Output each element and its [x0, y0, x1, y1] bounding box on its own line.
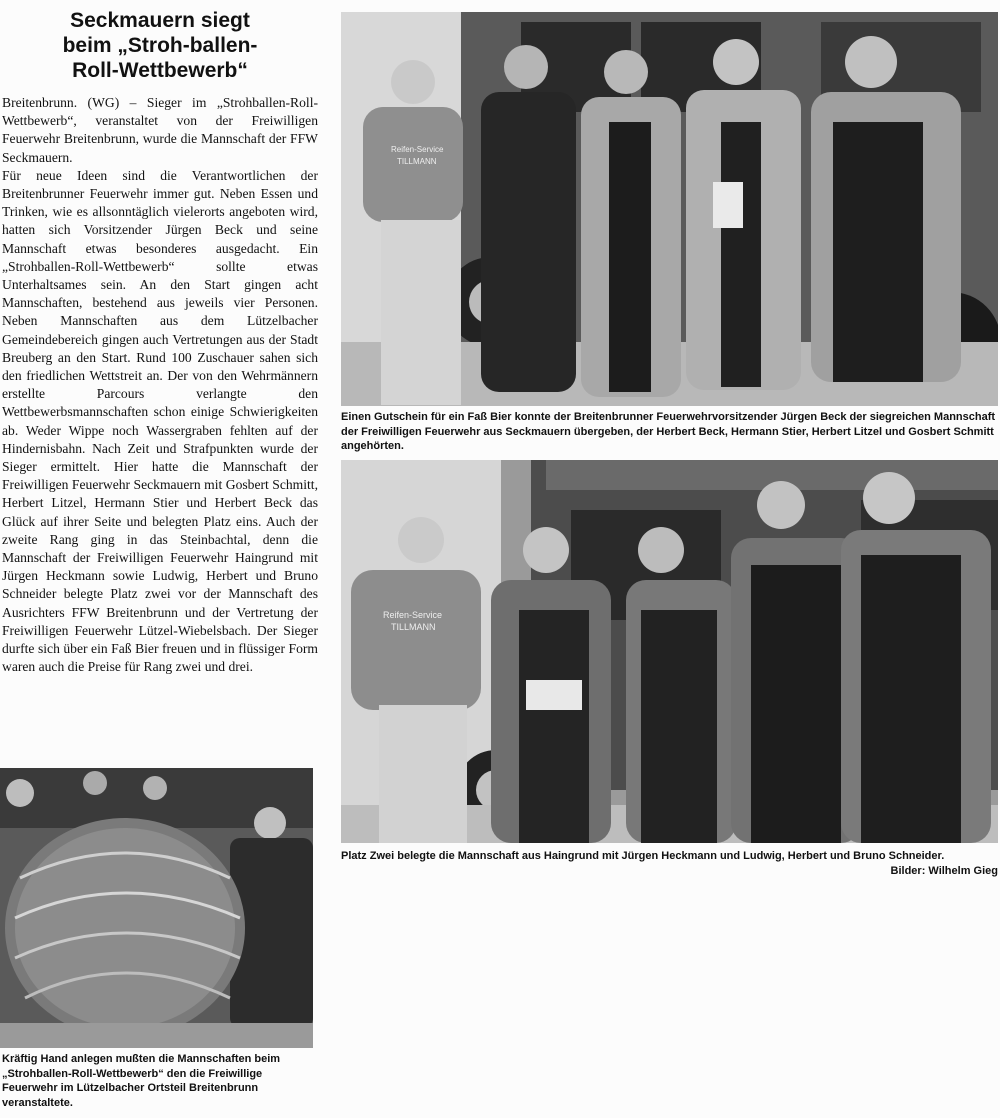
- headline-line-2: beim „Stroh-ballen-: [62, 34, 258, 57]
- article-lead-paragraph: Breitenbrunn. (WG) – Sieger im „Strohballen-Roll-Wettbewerb“, veranstaltet von der Freiwilligen Feuerwehr Breitenbrunn, wurde die Mannschaft der FFW Seckmauern.: [2, 95, 318, 165]
- shirt-print-middle: Reifen-Service: [383, 610, 443, 620]
- shirt-print-middle-2: TILLMANN: [391, 622, 436, 632]
- photo-winning-team: [341, 12, 998, 406]
- photo-winning-team-image: [341, 12, 998, 406]
- photo-second-place: [341, 460, 998, 843]
- photo-credit: Bilder: Wilhelm Gieg: [890, 864, 998, 877]
- shirt-print-top-2: TILLMANN: [397, 157, 437, 166]
- shirt-print-top: Reifen-Service: [391, 145, 444, 154]
- headline-line-1: Seckmauern siegt: [70, 9, 250, 32]
- caption-second-place-text: Platz Zwei belegte die Mannschaft aus Haingrund mit Jürgen Heckmann und Ludwig, Herbert und Bruno Schneider.: [341, 850, 945, 862]
- caption-straw-bale: Kräftig Hand anlegen mußten die Mannschaften beim „Strohballen-Roll-Wettbewerb“ den die Freiwillige Feuerwehr im Lützelbacher Ortsteil Breitenbrunn veranstaltete.: [2, 1053, 281, 1109]
- headline-line-3: Roll-Wettbewerb“: [72, 59, 248, 82]
- article-main-paragraph: Für neue Ideen sind die Verantwortlichen der Breitenbrunner Feuerwehr immer gut. Neben Essen und Trinken, wie es allsonntäglich vielerorts angeboten wird, hatten sich Vorsitzender Jürgen Beck und seine Mannschaft etwas besonderes ausgedacht. Ein „Strohballen-Roll-Wettbewerb“ sollte etwas Unterhaltsames sein. An den Start gingen acht Mannschaften, bestehend aus jeweils vier Personen. Neben Mannschaften aus dem Lützelbacher Gemeindebereich gingen auch Vertretungen aus der Stadt Breuberg an den Start. Rund 100 Zuschauer sahen sich den friedlichen Wettstreit an. Der von den Wehrmännern erstellte Parcours verlangte den Wettbewerbsmannschaften schon einige Schwierigkeiten ab. Weder Wippe noch Wassergraben fehlten auf der Hindernisbahn. Nach Zeit und Strafpunkten wurde der Sieger ermittelt. Hier hatte die Mannschaft der Freiwilligen Feuerwehr Seckmauern mit Gosbert Schmitt, Herbert Litzel, Hermann Stier und Herbert Beck das Glück auf ihrer Seite und belegten Platz eins. Auch der zweite Rang ging in das Steinbachtal, denn die Mannschaft der Freiwilligen Feuerwehr Haingrund mit Jürgen Heckmann sowie Ludwig, Herbert und Bruno Schneider belegte Platz zwei vor der Mannschaft des Ausrichters FFW Breitenbrunn und der Vertretung der Freiwilligen Feuerwehr Lützel-Wiebelsbach. Der Sieger durfte sich über ein Faß Bier freuen und in flüssiger Form waren auch die Preise für Rang zwei und drei.: [2, 167, 318, 675]
- caption-winning-team: Einen Gutschein für ein Faß Bier konnte der Breitenbrunner Feuerwehrvorsitzender Jürgen Beck der siegreichen Mannschaft der Freiwilligen Feuerwehr aus Seckmauern übergeben, der Herbert Beck, Hermann Stier, Herbert Litzel und Gosbert Schmitt angehörten.: [341, 411, 996, 452]
- photo-straw-bale-image: [0, 768, 313, 1048]
- photo-second-place-image: [341, 460, 998, 843]
- article-headline: [2, 8, 318, 83]
- article-body: [2, 94, 318, 677]
- caption-second-place: [341, 849, 998, 878]
- photo-straw-bale: [0, 768, 313, 1048]
